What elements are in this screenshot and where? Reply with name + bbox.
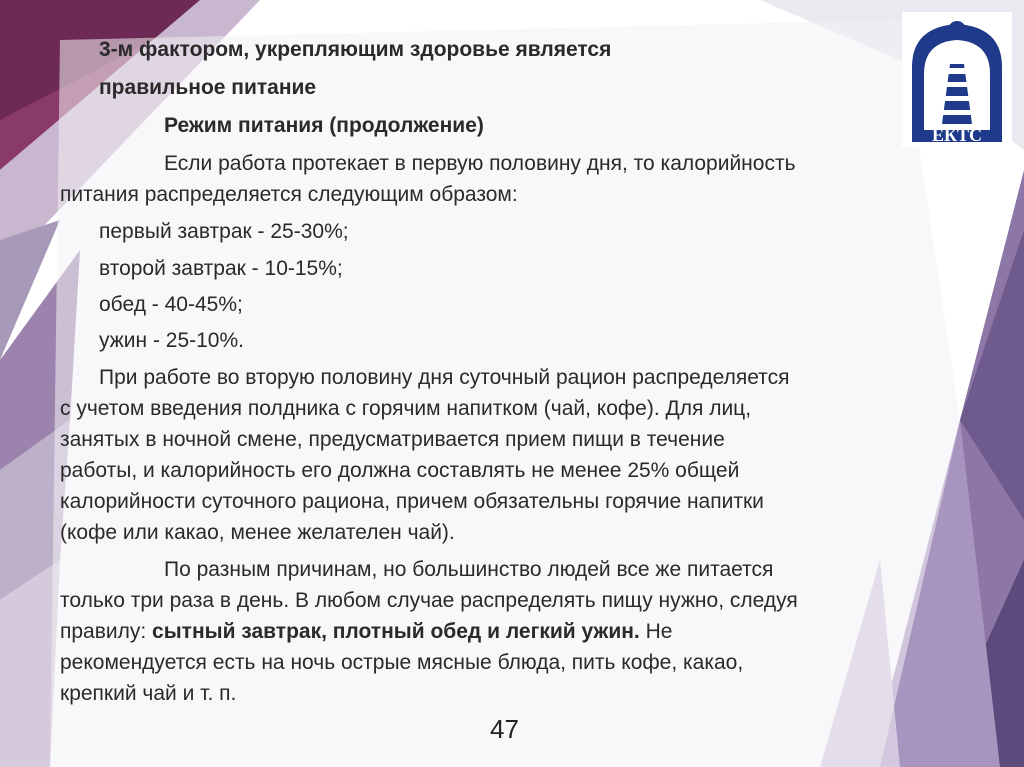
para3-line-1: По разным причинам, но большинство людей все же питается <box>164 558 774 581</box>
logo-text: ЕКТС <box>931 125 983 145</box>
para3-line-3-suffix: Не <box>639 620 673 643</box>
para3-line-4: рекомендуется есть на ночь острые мясные блюда, пить кофе, какао, <box>60 651 744 674</box>
ektc-logo <box>902 12 1012 147</box>
para3-line-3-prefix: правилу: <box>60 620 153 643</box>
para2-line: При работе во вторую половину дня суточный рацион распределяется <box>99 366 790 389</box>
para1-line-2: питания распределяется следующим образом: <box>60 183 518 206</box>
heading-line-2: правильное питание <box>99 76 317 99</box>
para2-line: калорийности суточного рациона, причем обязательны горячие напитки <box>60 490 764 513</box>
para2-line: работы, и калорийность его должна составлять не менее 25% общей <box>60 459 740 482</box>
list-item: обед - 40-45%; <box>99 293 243 316</box>
para2-line: занятых в ночной смене, предусматривается прием пищи в течение <box>60 428 725 451</box>
para3-line-2: только три раза в день. В любом случае распределять пищу нужно, следуя <box>60 589 798 612</box>
para3-line-5: крепкий чай и т. п. <box>60 682 237 705</box>
para3-line-3-bold: сытный завтрак, плотный обед и легкий ужин. <box>152 620 640 643</box>
para2-line: (кофе или какао, менее желателен чай). <box>60 521 455 544</box>
para2-line: с учетом введения полдника с горячим напитком (чай, кофе). Для лиц, <box>60 397 752 420</box>
list-item: первый завтрак - 25-30%; <box>99 220 349 243</box>
page-number: 47 <box>490 714 519 744</box>
heading-line-1: 3-м фактором, укрепляющим здоровье является <box>99 38 612 61</box>
subheading: Режим питания (продолжение) <box>164 114 484 137</box>
list-item: ужин - 25-10%. <box>99 329 244 352</box>
para1-line-1: Если работа протекает в первую половину дня, то калорийность <box>164 152 796 175</box>
para3-line-3 <box>60 616 672 647</box>
list-item: второй завтрак - 10-15%; <box>99 257 343 280</box>
